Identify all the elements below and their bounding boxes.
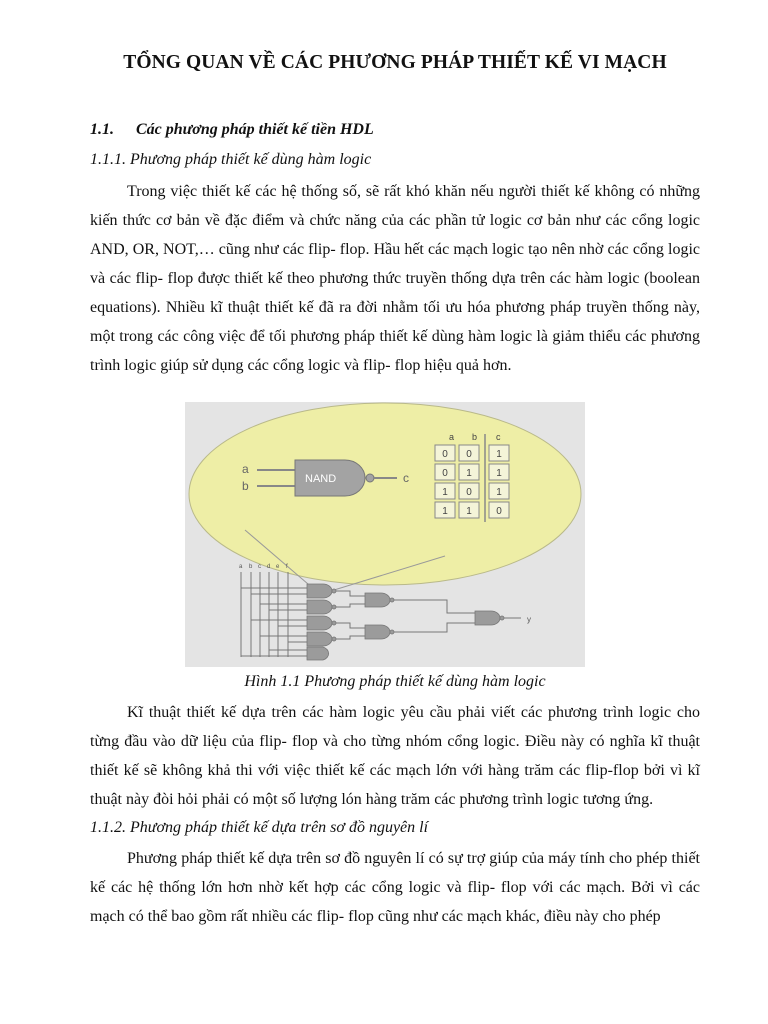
paragraph-3: Phương pháp thiết kế dựa trên sơ đồ nguyên lí có sự trợ giúp của máy tính cho phép thiết kế các hệ thống lớn hơn nhờ kết hợp các cổng logic và flip- flop với các mạch. Bởi vì các mạch có thể bao gồm rất nhiều các flip- flop cũng như các mạch khác, điều này cho phép — [90, 850, 700, 925]
section-heading-1-1-1: 1.1.1. Phương pháp thiết kế dùng hàm logic — [90, 151, 372, 168]
table-cell-value: 1 — [496, 468, 502, 479]
table-header-c: c — [496, 432, 501, 442]
table-cell-value: 0 — [496, 506, 502, 517]
figure-nand-circuit — [185, 402, 585, 667]
circuit-input-b: b — [249, 564, 253, 570]
table-cell-value: 0 — [442, 468, 448, 479]
table-cell-value: 1 — [466, 468, 472, 479]
output-c-label: c — [403, 471, 409, 485]
table-cell-value: 1 — [442, 487, 448, 498]
section-number: 1.1. — [90, 121, 114, 138]
circuit-output-y: y — [527, 615, 531, 624]
table-cell-value: 0 — [466, 487, 472, 498]
page-title: TỔNG QUAN VỀ CÁC PHƯƠNG PHÁP THIẾT KẾ VI MẠCH — [123, 52, 667, 73]
zoom-ellipse — [189, 403, 581, 585]
table-cell-value: 1 — [496, 487, 502, 498]
nand-gate-label: NAND — [305, 473, 337, 485]
input-b-label: b — [242, 479, 249, 493]
table-cell-value: 1 — [466, 506, 472, 517]
paragraph-1: Trong việc thiết kế các hệ thống số, sẽ rất khó khăn nếu người thiết kế không có những kiến thức cơ bản về đặc điểm và chức năng của các phần tử logic cơ bản như các cổng logic AND, OR, NOT,… cũng như các flip- flop. Hầu hết các mạch logic tạo nên nhờ các cổng logic và các flip- flop được thiết kế theo phương thức truyền thống dựa trên các hàm logic (boolean equations). Nhiều kĩ thuật thiết kế đã ra đời nhằm tối ưu hóa phương pháp truyền thống này, một trong các công việc để tối phương pháp thiết kế dùng hàm logic là giảm thiểu các phương trình logic giúp sử dụng các cổng logic và flip- flop hiệu quả hơn. — [90, 183, 700, 374]
section-heading-1-1 — [90, 121, 374, 139]
circuit-input-a: a — [239, 564, 243, 570]
truth-table — [435, 432, 509, 522]
table-cell-value: 0 — [466, 449, 472, 460]
section-title: Các phương pháp thiết kế tiền HDL — [136, 121, 374, 138]
table-cell-value: 1 — [496, 449, 502, 460]
paragraph-2: Kĩ thuật thiết kế dựa trên các hàm logic yêu cầu phải viết các phương trình logic cho từng đầu vào dữ liệu của flip- flop và cho từng nhóm cổng logic. Điều này có nghĩa kĩ thuật thiết kế sẽ không khả thi với việc thiết kế các mạch lớn với hàng trăm các flip-flop bởi vì kĩ thuật này đòi hỏi phải có một số lượng lón hàng trăm các phương trình logic tương ứng. — [90, 704, 700, 808]
table-header-a: a — [449, 432, 455, 442]
table-header-b: b — [472, 432, 478, 442]
figure-caption: Hình 1.1 Phương pháp thiết kế dùng hàm logic — [244, 673, 546, 690]
section-heading-1-1-2: 1.1.2. Phương pháp thiết kế dựa trên sơ đồ nguyên lí — [90, 819, 429, 836]
circuit-input-e: e — [276, 564, 280, 570]
table-cell-value: 1 — [442, 506, 448, 517]
figure-illustration — [185, 402, 585, 667]
circuit-input-d: d — [267, 564, 271, 570]
circuit-input-c: c — [258, 564, 261, 570]
input-a-label: a — [242, 462, 249, 476]
circuit-input-f: f — [286, 564, 288, 570]
table-cell-value: 0 — [442, 449, 448, 460]
